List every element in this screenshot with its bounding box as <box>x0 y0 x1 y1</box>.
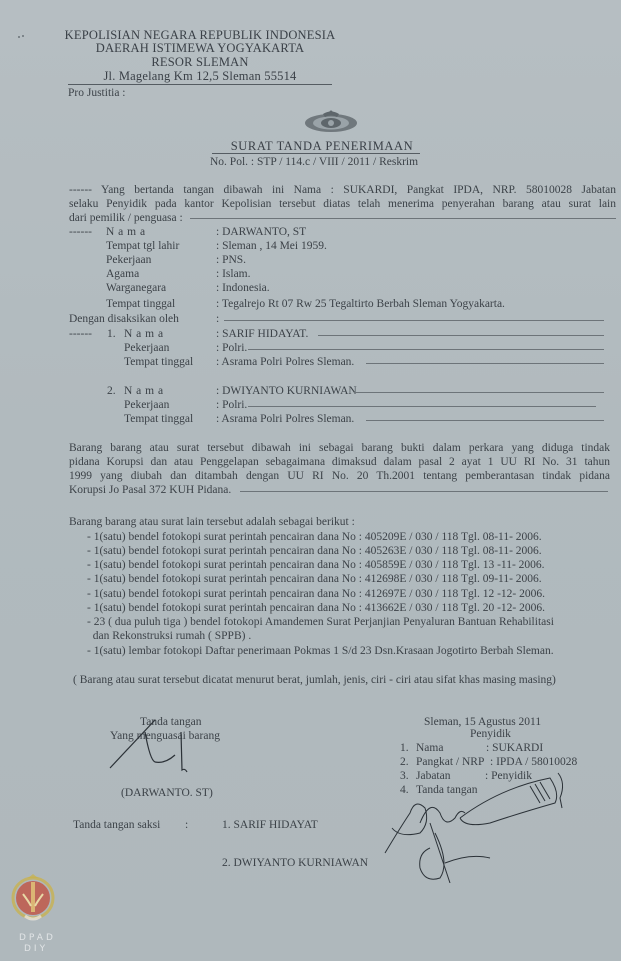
field-label: Pekerjaan <box>124 342 170 354</box>
intro-line: ------ Yang bertanda tangan dibawah ini Nama : SUKARDI, Pangkat IPDA, NRP. 58010028 Jabatan <box>69 184 616 196</box>
dash-fill <box>248 406 596 407</box>
dash-fill <box>190 218 616 219</box>
owner-printed-name: (DARWANTO. ST) <box>121 787 213 799</box>
header-institution: KEPOLISIAN NEGARA REPUBLIK INDONESIA <box>64 28 336 42</box>
investigator-rank-nrp: : IPDA / 58010028 <box>490 756 578 768</box>
signature-caption: Yang menguasai barang <box>110 730 220 742</box>
dash-fill <box>318 335 604 336</box>
intro-line: selaku Penyidik pada kantor Kepolisian tersebut diatas telah menerima penyerahan barang atau surat lain <box>69 198 616 210</box>
evidence-item: - 1(satu) bendel fotokopi surat perintah pencairan dana No : 405263E / 030 / 118 Tgl. 08-11- 2006. <box>87 545 542 557</box>
signature-caption: Tanda tangan <box>140 716 202 728</box>
field-label: Pangkat / NRP <box>416 756 485 768</box>
field-number: 4. <box>400 784 409 796</box>
witness-2-name: : DWIYANTO KURNIAWAN <box>216 385 357 397</box>
field-label: N a m a <box>106 226 146 238</box>
field-label: Tempat tinggal <box>124 356 194 368</box>
colon: : <box>216 313 220 325</box>
evidence-item: - 23 ( dua puluh tiga ) bendel fotokopi Amandemen Surat Perjanjian Penyaluran Bantuan Rehabilitasi <box>87 616 554 628</box>
field-label: N a m a <box>124 328 164 340</box>
field-label: Jabatan <box>416 770 451 782</box>
investigator-role: Penyidik <box>470 728 511 740</box>
dash-fill <box>240 491 608 492</box>
field-label: Warganegara <box>106 282 167 294</box>
field-label: Tempat tinggal <box>106 298 176 310</box>
owner-nationality: : Indonesia. <box>216 282 270 294</box>
items-intro: Barang barang atau surat lain tersebut adalah sebagai berikut : <box>69 516 355 528</box>
scan-speck <box>22 35 24 37</box>
header-region: DAERAH ISTIMEWA YOGYAKARTA <box>95 41 305 55</box>
paragraph-line: Korupsi Jo Pasal 372 KUH Pidana. <box>69 484 232 496</box>
colon: : <box>185 819 189 831</box>
dpad-logo-icon <box>10 872 56 928</box>
field-number: 3. <box>400 770 409 782</box>
paragraph-line: pidana Korupsi dan atau Penggelapan sebagaimana dimaksud dalam pasal 2 ayat 1 UU RI No. 31 tahun <box>69 456 610 468</box>
document-number: No. Pol. : STP / 114.c / VIII / 2011 / Reskrim <box>210 156 419 168</box>
field-number: 1. <box>400 742 409 754</box>
field-label: Tempat tgl lahir <box>106 240 180 252</box>
witness-2-occupation: : Polri. <box>216 399 248 411</box>
evidence-item-continuation: dan Rekonstruksi rumah ( SPPB) . <box>87 630 252 642</box>
owner-address: : Tegalrejo Rt 07 Rw 25 Tegaltirto Berbah Sleman Yogyakarta. <box>216 298 505 310</box>
police-emblem-icon <box>303 109 359 133</box>
header-address: Jl. Magelang Km 12,5 Sleman 55514 <box>103 69 297 83</box>
evidence-item: - 1(satu) bendel fotokopi surat perintah pencairan dana No : 405859E / 030 / 118 Tgl. 13 -11- 2006. <box>87 559 545 571</box>
dash-fill <box>224 320 604 321</box>
witness-number: 1. <box>107 328 116 340</box>
evidence-item: - 1(satu) bendel fotokopi surat perintah pencairan dana No : 412698E / 030 / 118 Tgl. 09-11- 2006. <box>87 573 542 585</box>
field-label: Pekerjaan <box>124 399 170 411</box>
watermark-text: DIY <box>24 944 49 954</box>
witness-signature-2: 2. DWIYANTO KURNIAWAN <box>222 857 369 869</box>
witness-1-address: : Asrama Polri Polres Sleman. <box>216 356 355 368</box>
owner-birth: : Sleman , 14 Mei 1959. <box>216 240 327 252</box>
investigator-name: : SUKARDI <box>486 742 544 754</box>
field-label: Nama <box>416 742 444 754</box>
title-underline <box>212 153 420 154</box>
evidence-item: - 1(satu) bendel fotokopi surat perintah pencairan dana No : 412697E / 030 / 118 Tgl. 12 -12- 2006. <box>87 588 545 600</box>
dash-prefix: ------ <box>69 226 92 238</box>
field-number: 2. <box>400 756 409 768</box>
owner-signature-scribble <box>105 710 195 775</box>
owner-religion: : Islam. <box>216 268 251 280</box>
field-label: Pekerjaan <box>106 254 152 266</box>
investigator-position: : Penyidik <box>485 770 532 782</box>
field-label: Agama <box>106 268 140 280</box>
investigator-signature-scribble <box>380 768 570 883</box>
header-underline <box>68 84 332 85</box>
evidence-item: - 1(satu) lembar fotokopi Daftar penerimaan Pokmas 1 S/d 23 Dsn.Krasaan Jogotirto Berbah Sleman. <box>87 645 554 657</box>
dash-fill <box>354 392 604 393</box>
owner-name: : DARWANTO, ST <box>216 226 307 238</box>
watermark-text: DPAD <box>19 933 56 943</box>
witness-signature-label: Tanda tangan saksi <box>73 819 161 831</box>
witness-1-name: : SARIF HIDAYAT. <box>216 328 309 340</box>
dash-fill <box>248 349 604 350</box>
witnesses-label: Dengan disaksikan oleh <box>69 313 179 325</box>
scan-speck <box>18 36 20 38</box>
paragraph-line: Barang barang atau surat tersebut dibawah ini sebagai barang bukti dalam perkara yang diduga tindak <box>69 442 610 454</box>
pro-justitia: Pro Justitia : <box>68 87 126 99</box>
field-label: Tempat tinggal <box>124 413 194 425</box>
witness-number: 2. <box>107 385 116 397</box>
paragraph-line: 1999 yang diubah dan ditambah dengan UU RI No. 20 Th.2001 tentang pemberantasan tindak pidana <box>69 470 610 482</box>
field-label: Tanda tangan <box>416 784 478 796</box>
witness-signature-1: 1. SARIF HIDAYAT <box>222 819 318 831</box>
witness-2-address: : Asrama Polri Polres Sleman. <box>216 413 355 425</box>
intro-line: dari pemilik / penguasa : <box>69 212 183 224</box>
place-date: Sleman, 15 Agustus 2011 <box>424 716 542 728</box>
items-note: ( Barang atau surat tersebut dicatat menurut berat, jumlah, jenis, ciri - ciri atau sifat khas masing masing) <box>73 674 556 686</box>
field-label: N a m a <box>124 385 164 397</box>
title-heading: SURAT TANDA PENERIMAAN <box>230 139 414 153</box>
header-resort: RESOR SLEMAN <box>151 55 249 69</box>
witness-1-occupation: : Polri. <box>216 342 248 354</box>
evidence-item: - 1(satu) bendel fotokopi surat perintah pencairan dana No : 413662E / 030 / 118 Tgl. 20 -12- 2006. <box>87 602 545 614</box>
owner-occupation: : PNS. <box>216 254 247 266</box>
dash-fill <box>366 420 604 421</box>
evidence-item: - 1(satu) bendel fotokopi surat perintah pencairan dana No : 405209E / 030 / 118 Tgl. 08-11- 2006. <box>87 531 542 543</box>
dash-prefix: ------ <box>69 328 92 340</box>
dash-fill <box>366 363 604 364</box>
